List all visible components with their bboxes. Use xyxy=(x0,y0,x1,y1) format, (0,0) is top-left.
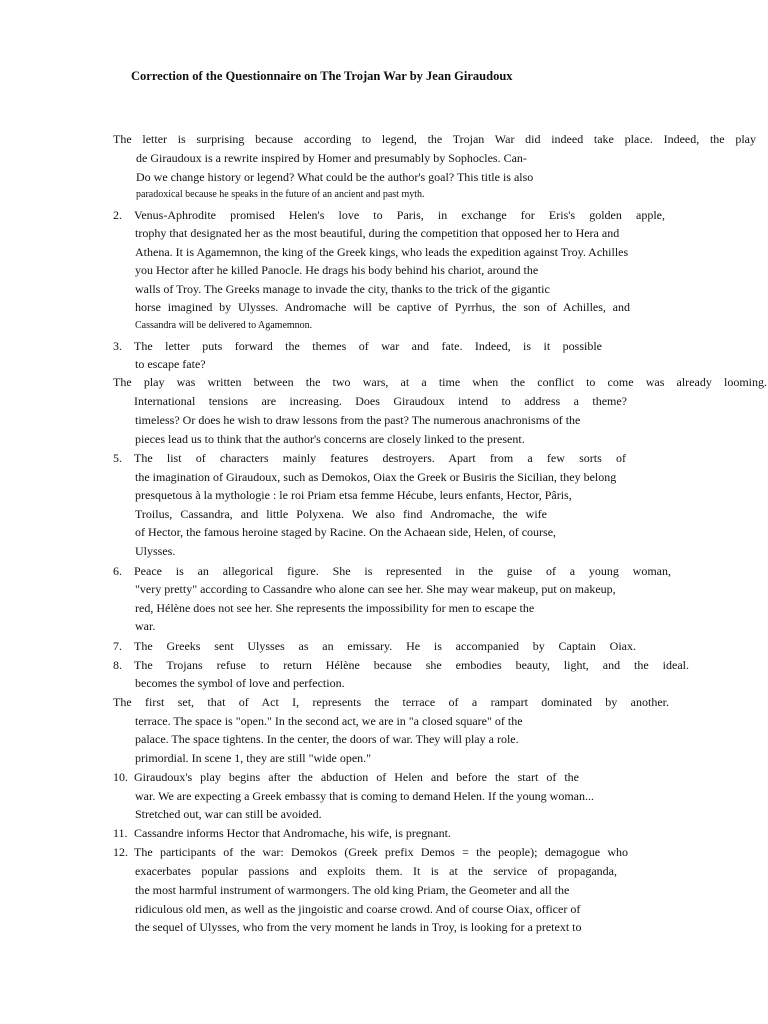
list-number: 3. xyxy=(113,339,122,353)
text-line: war. xyxy=(135,619,156,633)
text-line: Cassandre informs Hector that Andromache, his wife, is pregnant. xyxy=(134,826,451,840)
text-line: primordial. In scene 1, they are still "wide open." xyxy=(135,751,372,765)
text-line: The Greeks sent Ulysses as an emissary. He is accompanied by Captain Oiax. xyxy=(134,639,636,653)
text-line: The first set, that of Act I, represents the terrace of a rampart dominated by another. xyxy=(113,695,669,709)
text-line: the sequel of Ulysses, who from the very moment he lands in Troy, is looking for a pretext to xyxy=(135,920,582,934)
list-number: 7. xyxy=(113,639,122,653)
text-line: horse imagined by Ulysses. Andromache will be captive of Pyrrhus, the son of Achilles, and xyxy=(135,300,630,314)
text-line: The letter is surprising because according to legend, the Trojan War did indeed take place. Indeed, the play xyxy=(113,132,756,146)
text-line: The list of characters mainly features destroyers. Apart from a few sorts of xyxy=(134,451,626,465)
text-line: ridiculous old men, as well as the jingoistic and coarse crowd. And of course Oiax, officer of xyxy=(135,902,581,916)
list-number: 6. xyxy=(113,564,122,578)
text-line: becomes the symbol of love and perfection. xyxy=(135,676,345,690)
list-number: 2. xyxy=(113,208,122,222)
text-line: Troilus, Cassandra, and little Polyxena. We also find Andromache, the wife xyxy=(135,507,547,521)
text-line: Cassandra will be delivered to Agamemnon. xyxy=(135,320,313,331)
text-line: the most harmful instrument of warmongers. The old king Priam, the Geometer and all the xyxy=(135,883,570,897)
list-number: 5. xyxy=(113,451,122,465)
text-line: red, Hélène does not see her. She represents the impossibility for men to escape the xyxy=(135,601,535,615)
text-line: The Trojans refuse to return Hélène because she embodies beauty, light, and the ideal. xyxy=(134,658,689,672)
text-line: the imagination of Giraudoux, such as Demokos, Oiax the Greek or Busiris the Sicilian, they belong xyxy=(135,470,617,484)
list-number: 12. xyxy=(113,845,128,859)
text-line: you Hector after he killed Panocle. He drags his body behind his chariot, around the xyxy=(135,263,539,277)
document-title: Correction of the Questionnaire on The Trojan War by Jean Giraudoux xyxy=(131,69,513,83)
text-line: pieces lead us to think that the author's concerns are closely linked to the present. xyxy=(135,432,525,446)
text-line: de Giraudoux is a rewrite inspired by Homer and presumably by Sophocles. Can- xyxy=(136,151,527,165)
list-number: 11. xyxy=(113,826,128,840)
text-line: war. We are expecting a Greek embassy that is coming to demand Helen. If the young woman... xyxy=(135,789,595,803)
text-line: Peace is an allegorical figure. She is represented in the guise of a young woman, xyxy=(134,564,671,578)
text-line: "very pretty" according to Cassandre who alone can see her. She may wear makeup, put on makeup, xyxy=(135,582,616,596)
text-line: terrace. The space is "open." In the second act, we are in "a closed square" of the xyxy=(135,714,523,728)
text-line: to escape fate? xyxy=(135,357,206,371)
text-line: Stretched out, war can still be avoided. xyxy=(135,807,322,821)
text-line: walls of Troy. The Greeks manage to invade the city, thanks to the trick of the gigantic xyxy=(135,282,550,296)
text-line: The play was written between the two wars, at a time when the conflict to come was already looming. xyxy=(113,375,767,389)
text-line: palace. The space tightens. In the center, the doors of war. They will play a role. xyxy=(135,732,519,746)
text-line: presquetous à la mythologie : le roi Priam etsa femme Hécube, leurs enfants, Hector, Pâris, xyxy=(135,488,572,502)
text-line: Do we change history or legend? What could be the author's goal? This title is also xyxy=(136,170,534,184)
text-line: Athena. It is Agamemnon, the king of the Greek kings, who leads the expedition against Troy. Achilles xyxy=(135,245,629,259)
text-line: Ulysses. xyxy=(135,544,176,558)
text-line: paradoxical because he speaks in the future of an ancient and past myth. xyxy=(136,189,425,200)
text-line: The letter puts forward the themes of war and fate. Indeed, is it possible xyxy=(134,339,602,353)
text-line: Giraudoux's play begins after the abduction of Helen and before the start of the xyxy=(134,770,579,784)
text-line: International tensions are increasing. Does Giraudoux intend to address a theme? xyxy=(134,394,627,408)
text-line: timeless? Or does he wish to draw lessons from the past? The numerous anachronisms of the xyxy=(135,413,581,427)
list-number: 8. xyxy=(113,658,122,672)
text-line: of Hector, the famous heroine staged by Racine. On the Achaean side, Helen, of course, xyxy=(135,525,557,539)
list-number: 10. xyxy=(113,770,128,784)
text-line: Venus-Aphrodite promised Helen's love to Paris, in exchange for Eris's golden apple, xyxy=(134,208,665,222)
text-line: exacerbates popular passions and exploits them. It is at the service of propaganda, xyxy=(135,864,617,878)
text-line: trophy that designated her as the most beautiful, during the competition that opposed her to Hera and xyxy=(135,226,620,240)
text-line: The participants of the war: Demokos (Greek prefix Demos = the people); demagogue who xyxy=(134,845,628,859)
